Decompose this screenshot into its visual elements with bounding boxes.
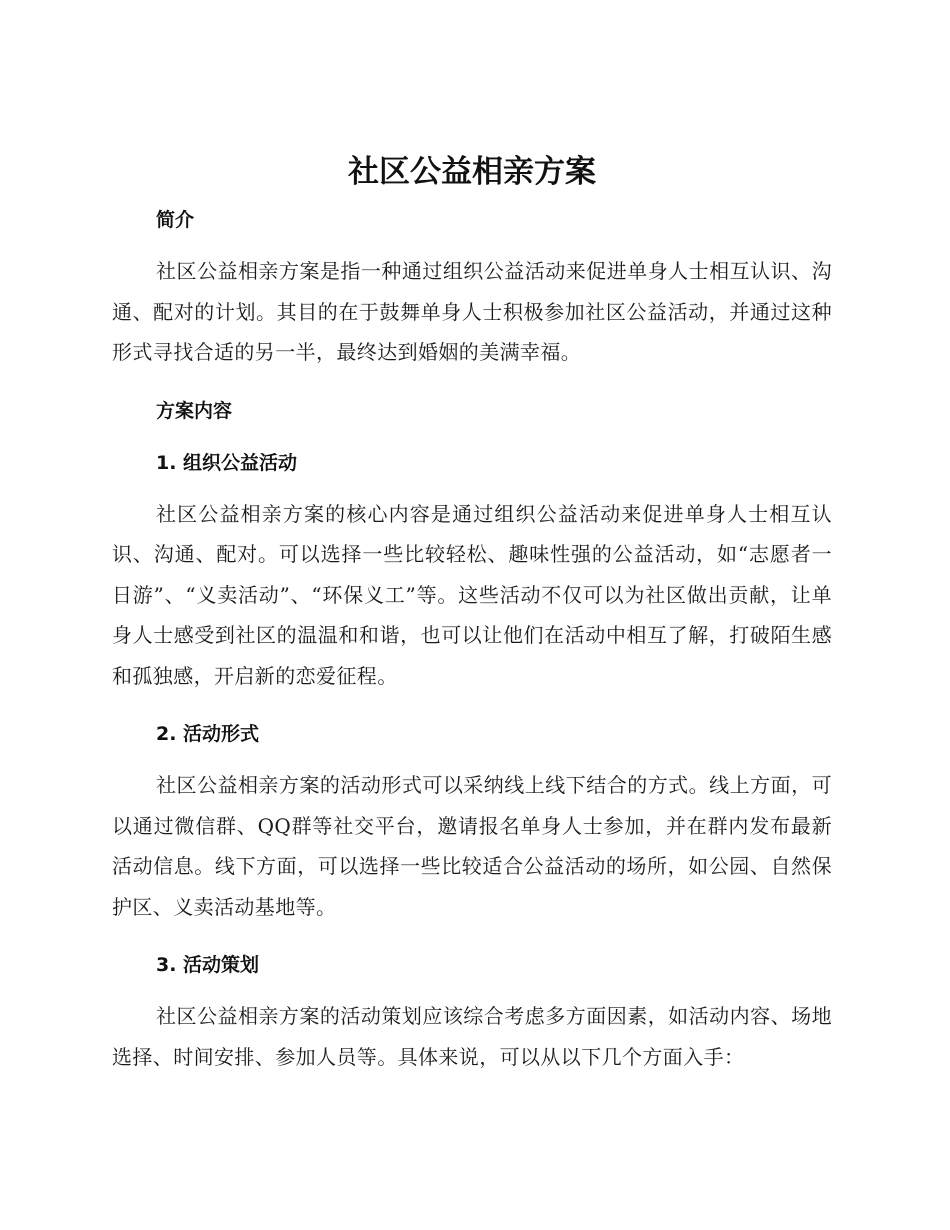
section-heading-intro: 简介: [156, 209, 195, 231]
section-heading-organize-activities: 1. 组织公益活动: [156, 451, 298, 474]
section-heading-activity-format: 2. 活动形式: [156, 723, 260, 745]
paragraph-intro: 社区公益相亲方案是指一种通过组织公益活动来促进单身人士相互认识、沟通、配对的计划。其目的在于鼓舞单身人士积极参加社区公益活动，并通过这种形式寻找合适的另一半，最终达到婚姻的美满幸福。: [112, 259, 832, 364]
paragraph-activity-planning: 社区公益相亲方案的活动策划应该综合考虑多方面因素，如活动内容、场地选择、时间安排、参加人员等。具体来说，可以从以下几个方面入手：: [112, 1004, 832, 1069]
section-heading-plan-content: 方案内容: [156, 399, 233, 422]
document-title: 社区公益相亲方案: [348, 154, 596, 190]
paragraph-activity-format: 社区公益相亲方案的活动形式可以采纳线上线下结合的方式。线上方面，可以通过微信群、QQ群等社交平台，邀请报名单身人士参加，并在群内发布最新活动信息。线下方面，可以选择一些比较适合公益活动的场所，如公园、自然保护区、义卖活动基地等。: [112, 773, 832, 919]
document-page: [112, 150, 832, 1077]
section-heading-activity-planning: 3. 活动策划: [156, 954, 260, 976]
paragraph-organize-activities: 社区公益相亲方案的核心内容是通过组织公益活动来促进单身人士相互认识、沟通、配对。可以选择一些比较轻松、趣味性强的公益活动，如“志愿者一日游”、“义卖活动”、“环保义工”等。这些活动不仅可以为社区做出贡献，让单身人士感受到社区的温温和和谐，也可以让他们在活动中相互了解，打破陌生感和孤独感，开启新的恋爱征程。: [112, 501, 832, 688]
